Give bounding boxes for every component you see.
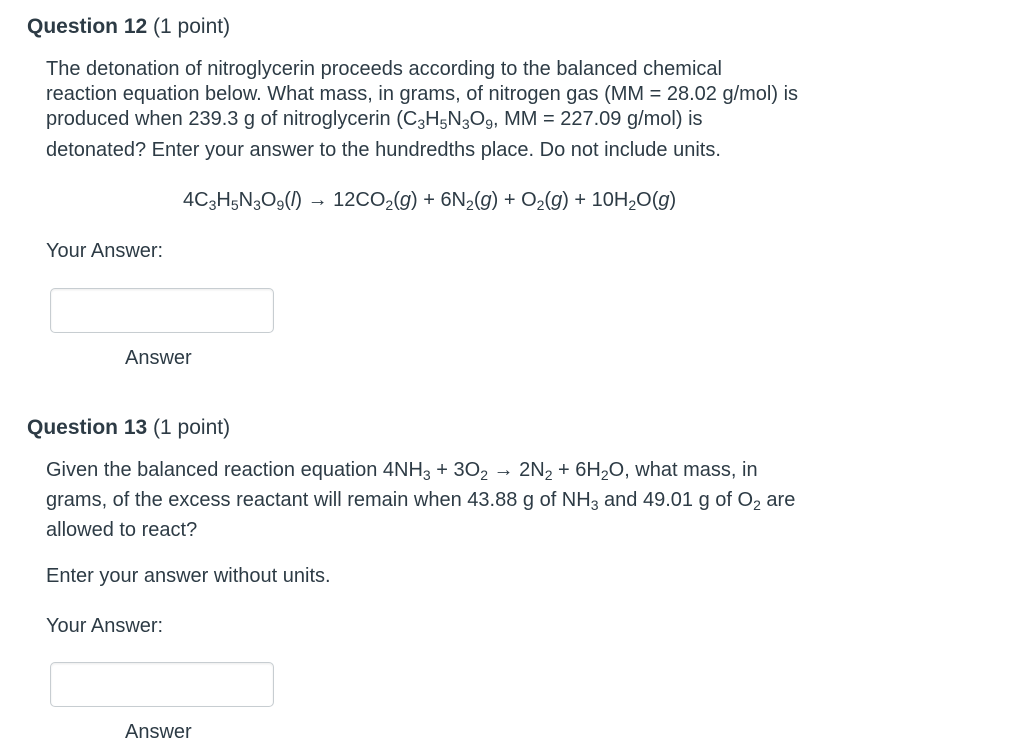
- question-13-prompt: [46, 455, 795, 545]
- question-12-title: Question 12: [27, 15, 148, 38]
- question-12-header: [27, 14, 230, 40]
- question-12-line-2: reaction equation below. What mass, in grams, of nitrogen gas (MM = 28.02 g/mol) is: [46, 83, 799, 105]
- question-12-line-3: produced when 239.3 g of nitroglycerin ($C_3H_5N_3O_9$, MM = 227.09 g/mol) is: [46, 108, 703, 132]
- question-12-line-4: detonated? Enter your answer to the hundredths place. Do not include units.: [46, 139, 721, 161]
- question-12-line-1: The detonation of nitroglycerin proceeds according to the balanced chemical: [46, 58, 722, 80]
- question-12-prompt: [46, 57, 798, 163]
- question-13-line-1: Given the balanced reaction equation $4NH_3 + 3O_2 \to 2N_2 + 6H_2O$, what mass, in: [46, 459, 758, 483]
- question-12-answer-caption: Answer: [125, 347, 192, 369]
- question-13-answer-caption: Answer: [125, 721, 192, 743]
- question-13-header: [27, 415, 230, 441]
- question-13-instruction: Enter your answer without units.: [46, 565, 331, 587]
- question-13-title: Question 13: [27, 416, 148, 439]
- question-12-your-answer-label: Your Answer:: [46, 240, 164, 262]
- question-12-answer-input[interactable]: [50, 288, 274, 333]
- question-13-points: (1 point): [153, 416, 231, 439]
- question-13-line-2: grams, of the excess reactant will remain when 43.88 g of $NH_3$ and 49.01 g of $O_2$ are: [46, 489, 796, 513]
- question-13-answer-input[interactable]: [50, 662, 274, 707]
- question-12-points: (1 point): [153, 15, 231, 38]
- question-13-your-answer-label: Your Answer:: [46, 615, 164, 637]
- question-13-line-3: allowed to react?: [46, 519, 198, 541]
- question-12-equation: $4C_3H_5N_3O_9(l) \to 12CO_2(g) + 6N_2(g) + O_2(g) + 10H_2O(g)$: [183, 189, 677, 213]
